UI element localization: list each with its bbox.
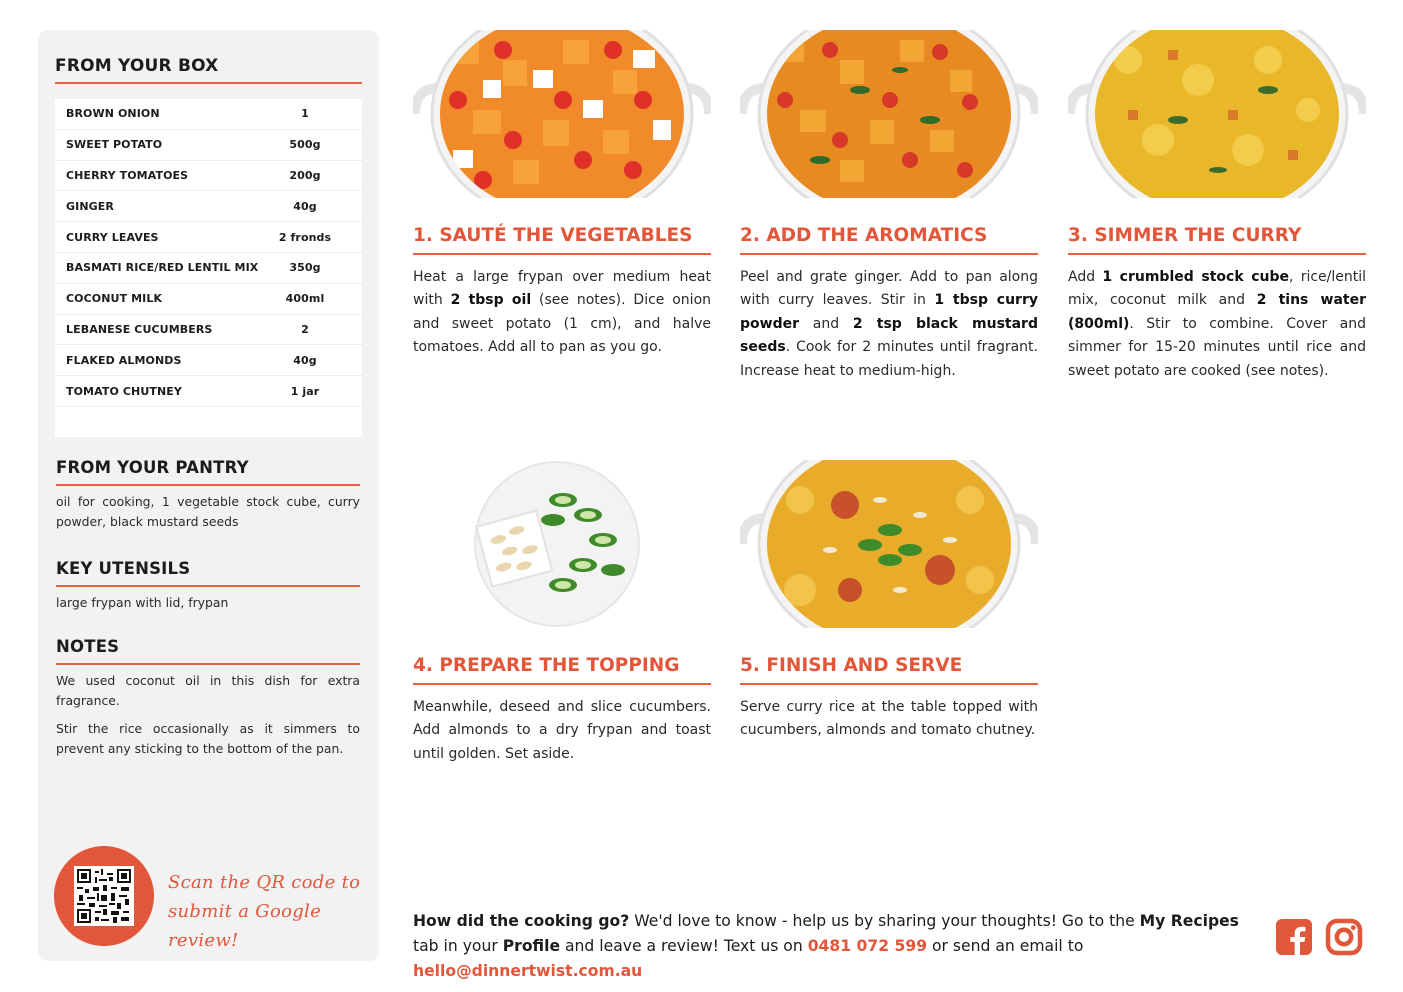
- step-5-rule: [740, 683, 1038, 685]
- footer-text-1: We'd love to know - help us by sharing your thoughts! Go to the: [629, 912, 1140, 930]
- utensils-title: KEY UTENSILS: [56, 559, 191, 578]
- step-text-segment: and: [799, 315, 853, 332]
- pantry-title: FROM YOUR PANTRY: [56, 458, 249, 477]
- step-3-body: [1068, 266, 1366, 383]
- ingredient-qty: 40g: [293, 199, 317, 213]
- step-5-body: [740, 696, 1038, 743]
- ingredient-qty: 1 jar: [290, 384, 320, 398]
- ingredient-row: [55, 161, 362, 192]
- ingredient-qty: 40g: [293, 353, 317, 367]
- footer-text-3: and leave a review! Text us on: [560, 937, 808, 955]
- step-1-image: [413, 30, 711, 198]
- step-3-image: [1068, 30, 1366, 198]
- email-link[interactable]: hello@dinnertwist.com.au: [413, 962, 643, 980]
- ingredient-qty: 1: [301, 107, 309, 121]
- step-text-segment: 2 tbsp oil: [450, 292, 532, 309]
- notes-rule: [56, 663, 360, 665]
- step-2-rule: [740, 253, 1038, 255]
- ingredient-row: [55, 191, 362, 222]
- sidebar-panel: [38, 30, 379, 961]
- step-2-body: [740, 266, 1038, 383]
- step-text-segment: 2 tsp black mustard seeds: [740, 315, 1038, 356]
- ingredients-table: [55, 99, 362, 437]
- qr-caption-line-2: submit a Google review!: [168, 901, 322, 951]
- step-4-body: [413, 696, 711, 766]
- box-title: FROM YOUR BOX: [55, 56, 219, 76]
- ingredient-qty: 2: [301, 322, 309, 336]
- note-1: We used coconut oil in this dish for extra fragrance.: [56, 673, 360, 708]
- ingredient-row: [55, 253, 362, 284]
- ingredient-name: GINGER: [66, 199, 114, 213]
- step-text-segment: Add: [1068, 269, 1103, 285]
- ingredient-name: BASMATI RICE/RED LENTIL MIX: [66, 261, 259, 275]
- pantry-text: oil for cooking, 1 vegetable stock cube, curry powder, black mustard seeds: [56, 494, 360, 529]
- ingredient-row: [55, 99, 362, 130]
- footer-my-recipes: My Recipes: [1139, 912, 1239, 930]
- step-text-segment: Peel and grate ginger. Add to pan along with curry leaves. Stir in: [740, 269, 1038, 309]
- ingredient-row: [55, 222, 362, 253]
- utensils-rule: [56, 585, 360, 587]
- step-text-segment: . Cook for 2 minutes until fragrant. Increase heat to medium-high.: [740, 339, 1038, 379]
- step-text-segment: , rice/lentil mix, coconut milk and: [1068, 269, 1367, 309]
- notes-title: NOTES: [56, 637, 120, 656]
- ingredient-name: BROWN ONION: [66, 107, 160, 121]
- facebook-icon[interactable]: [1275, 918, 1313, 956]
- step-1-title: 1. SAUTÉ THE VEGETABLES: [413, 225, 693, 246]
- ingredient-row: [55, 315, 362, 346]
- step-text-segment: (see notes). Dice onion and sweet potato (1 cm), and halve tomatoes. Add all to pan as you go.: [413, 292, 712, 356]
- step-2-title: 2. ADD THE AROMATICS: [740, 225, 988, 246]
- ingredient-name: COCONUT MILK: [66, 292, 163, 306]
- ingredient-row: [55, 376, 362, 407]
- step-text-segment: . Stir to combine. Cover and simmer for 15-20 minutes until rice and sweet potato are cooked (see notes).: [1068, 315, 1366, 379]
- ingredient-name: LEBANESE CUCUMBERS: [66, 322, 213, 336]
- step-1-rule: [413, 253, 711, 255]
- ingredient-name: TOMATO CHUTNEY: [66, 384, 182, 398]
- step-4-title: 4. PREPARE THE TOPPING: [413, 655, 680, 676]
- ingredient-row: [55, 130, 362, 161]
- phone-link[interactable]: 0481 072 599: [807, 937, 928, 955]
- step-text-segment: Serve curry rice at the table topped with cucumbers, almonds and tomato chutney.: [740, 699, 1038, 739]
- step-1-body: [413, 266, 711, 360]
- ingredient-qty: 350g: [289, 261, 321, 275]
- qr-code-icon[interactable]: [74, 866, 134, 926]
- pantry-rule: [56, 484, 360, 486]
- step-text-segment: 1 crumbled stock cube: [1102, 269, 1290, 285]
- ingredient-qty: 200g: [289, 168, 321, 182]
- ingredient-qty: 400ml: [285, 292, 325, 306]
- step-text-segment: 1 tbsp curry powder: [740, 292, 1038, 332]
- ingredient-row: [55, 284, 362, 315]
- feedback-footer: [413, 909, 1263, 984]
- step-4-image: [413, 460, 711, 628]
- ingredient-name: CHERRY TOMATOES: [66, 168, 189, 182]
- ingredient-qty: 2 fronds: [278, 230, 332, 244]
- footer-profile: Profile: [502, 937, 561, 955]
- ingredient-name: FLAKED ALMONDS: [66, 353, 182, 367]
- ingredient-name: SWEET POTATO: [66, 138, 163, 152]
- step-text-segment: Heat a large frypan over medium heat with: [413, 269, 711, 309]
- instagram-icon[interactable]: [1325, 918, 1363, 956]
- footer-text-2: tab in your: [413, 937, 503, 955]
- qr-caption: [168, 868, 379, 955]
- step-3-rule: [1068, 253, 1366, 255]
- ingredient-name: CURRY LEAVES: [66, 230, 159, 244]
- step-5-image: [740, 460, 1038, 628]
- qr-badge[interactable]: [54, 846, 154, 946]
- footer-question: How did the cooking go?: [413, 912, 630, 930]
- step-5-title: 5. FINISH AND SERVE: [740, 655, 963, 676]
- step-text-segment: 2 tins water (800ml): [1068, 292, 1366, 332]
- utensils-text: large frypan with lid, frypan: [56, 595, 229, 610]
- ingredient-row: [55, 345, 362, 376]
- box-title-rule: [55, 82, 362, 84]
- note-2: Stir the rice occasionally as it simmers to prevent any sticking to the bottom of the pan.: [56, 721, 360, 756]
- footer-text-4: or send an email to: [927, 937, 1084, 955]
- step-4-rule: [413, 683, 711, 685]
- step-2-image: [740, 30, 1038, 198]
- ingredient-qty: 500g: [289, 138, 321, 152]
- qr-caption-line-1: Scan the QR code to: [168, 872, 361, 893]
- step-3-title: 3. SIMMER THE CURRY: [1068, 225, 1302, 246]
- step-text-segment: Meanwhile, deseed and slice cucumbers. Add almonds to a dry frypan and toast until golden. Set aside.: [413, 699, 711, 762]
